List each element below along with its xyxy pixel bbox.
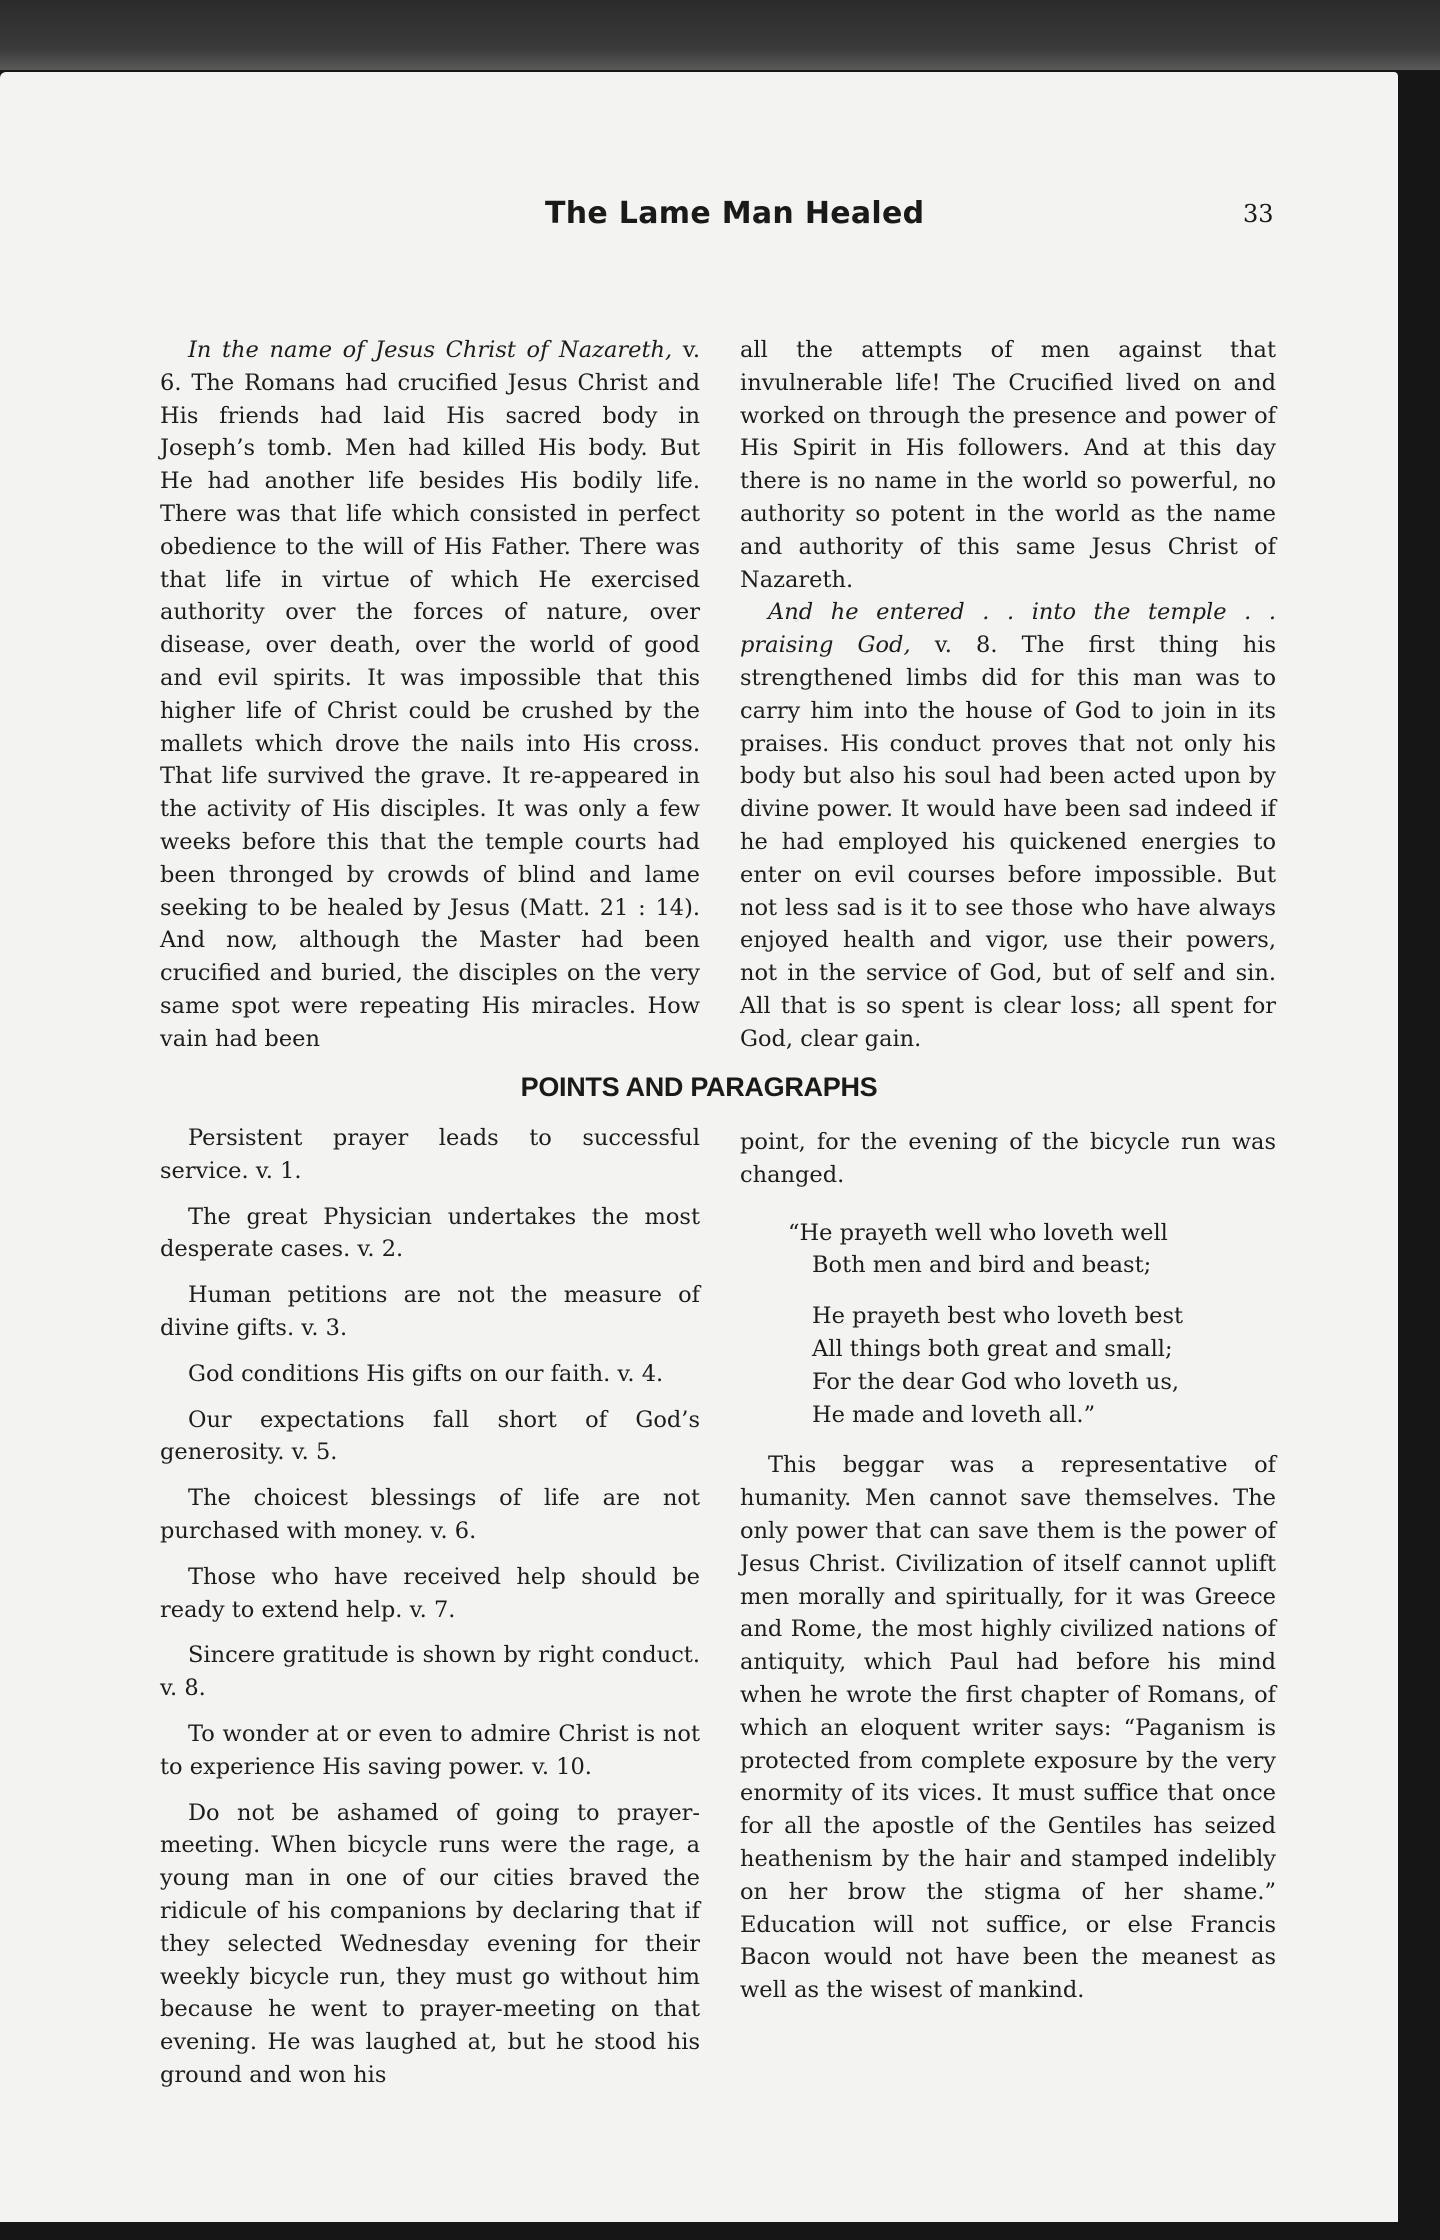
verse-reference-italic: And he entered . . into the temple . . praising God, xyxy=(740,599,1276,659)
prayer-meeting-paragraph xyxy=(160,1797,700,2092)
commentary-column-right xyxy=(740,334,1276,1056)
poem-line: All things both great and small; xyxy=(812,1335,1173,1362)
section-heading: POINTS AND PARAGRAPHS xyxy=(520,1072,878,1102)
point-item: To wonder at or even to admire Christ is not to experience His saving power. v. 10. xyxy=(160,1720,700,1780)
point-item: God conditions His gifts on our faith. v. 4. xyxy=(188,1360,664,1387)
commentary-text: all the attempts of men against that invulnerable life! The Crucified lived on and worked on through the presence and power of His Spirit in His followers. And at this day there is no name in the world so powerful, no authority so potent in the world as the name and authority of this same Jesus Christ of Nazareth. xyxy=(740,337,1276,593)
running-title: The Lame Man Healed xyxy=(545,196,925,231)
prayer-meeting-text: point, for the evening of the bicycle run was changed. xyxy=(740,1129,1276,1188)
scan-background xyxy=(0,0,1440,70)
poem-line: For the dear God who loveth us, xyxy=(812,1368,1180,1395)
page-header xyxy=(0,196,1398,240)
point-item: Our expectations fall short of God’s generosity. v. 5. xyxy=(160,1406,700,1466)
points-column-left xyxy=(160,1122,700,2092)
prayer-meeting-text: Do not be ashamed of going to prayer-meeting. When bicycle runs were the rage, a young man in one of our cities braved the ridicule of his companions by declaring that if they selected Wednesday evening for their weekly bicycle run, they must go without him because he went to prayer-meeting on that evening. He was laughed at, but he stood his ground and won his xyxy=(160,1799,700,2088)
poem-line: “He prayeth well who loveth well xyxy=(788,1219,1168,1246)
commentary-paragraph-2 xyxy=(740,596,1276,1055)
commentary-paragraph-1-continued xyxy=(740,334,1276,596)
point-item: Human petitions are not the measure of divine gifts. v. 3. xyxy=(160,1282,700,1341)
commentary-text: v. 6. The Romans had crucified Jesus Christ and His friends had laid His sacred body in Joseph’s tomb. Men had killed His body. But He had another life besides His bodily life. There was that life which consisted in perfect obedience to the will of His Father. There was that life in virtue of which He exercised authority over the forces of nature, over disease, over death, over the world of good and evil spirits. It was impossible that this higher life of Christ could be crushed by the mallets which drove the nails into His cross. That life survived the grave. It re-appeared in the activity of His disciples. It was only a few weeks before this that the temple courts had been thronged by crowds of blind and lame seeking to be healed by Jesus (Matt. 21 : 14). And now, although the Master had been crucified and buried, the disciples on the very same spot were repeating His miracles. How vain had been xyxy=(160,337,700,1052)
point-item: Sincere gratitude is shown by right conduct. v. 8. xyxy=(160,1642,700,1702)
point-item: The choicest blessings of life are not purchased with money. v. 6. xyxy=(160,1485,700,1544)
prayer-meeting-paragraph-continued xyxy=(740,1126,1276,1192)
point-item: The great Physician undertakes the most desperate cases. v. 2. xyxy=(160,1203,700,1263)
commentary-text: v. 8. The first thing his strengthened limbs did for this man was to carry him into the house of God to join in its praises. His conduct proves that not only his body but also his soul had been acted upon by divine power. It would have been sad indeed if he had employed his quickened energies to enter on evil courses before impossible. But not less sad is it to see those who have always enjoyed health and vigor, use their powers, not in the service of God, but of self and sin. All that is so spent is clear loss; all spent for God, clear gain. xyxy=(740,632,1276,1052)
poem-stanza-1 xyxy=(788,1217,1276,1283)
poem-line: He made and loveth all.” xyxy=(812,1401,1096,1428)
poem xyxy=(788,1217,1276,1432)
beggar-paragraph: This beggar was a representative of humanity. Men cannot save themselves. The only power that can save them is the power of Jesus Christ. Civilization of itself cannot uplift men morally and spiritually, for it was Greece and Rome, the most highly civilized nations of antiquity, which Paul had before his mind when he wrote the first chapter of Romans, of which an eloquent writer says: “Paganism is protected from complete exposure by the very enormity of its vices. It must suffice that once for all the apostle of the Gentiles has seized heathenism by the hair and stamped indelibly on her brow the stigma of her shame.” Education will not suffice, or else Francis Bacon would not have been the meanest as well as the wisest of mankind. xyxy=(740,1452,1276,2004)
point-item: Persistent prayer leads to successful service. v. 1. xyxy=(160,1125,700,1184)
commentary-column-left xyxy=(160,334,700,1056)
points-column-right xyxy=(740,1126,1276,2007)
poem-stanza-2 xyxy=(788,1300,1276,1431)
page-number: 33 xyxy=(1243,200,1274,228)
commentary-paragraph-1 xyxy=(160,334,700,1056)
point-item: Those who have received help should be ready to extend help. v. 7. xyxy=(160,1563,700,1623)
verse-reference-italic: In the name of Jesus Christ of Nazareth, xyxy=(188,337,673,363)
poem-line: He prayeth best who loveth best xyxy=(812,1303,1184,1330)
poem-line: Both men and bird and beast; xyxy=(812,1252,1152,1279)
